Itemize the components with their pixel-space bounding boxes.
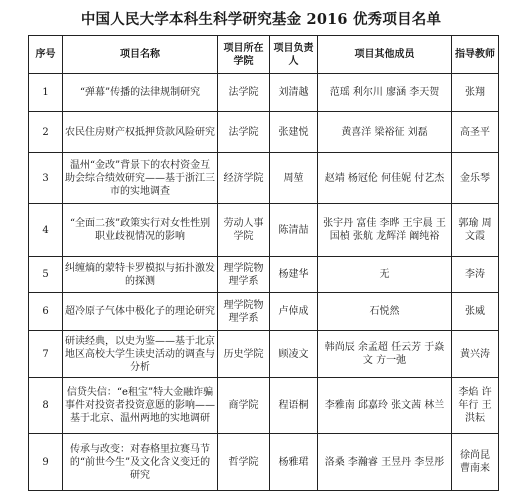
project-advisor: 郭瑜 周文霞	[452, 204, 499, 257]
project-school: 哲学院	[218, 434, 270, 491]
header-leader: 项目负责人	[270, 36, 318, 74]
project-name: “全面二孩”政策实行对女性性别职业歧视情况的影响	[63, 204, 218, 257]
project-leader: 卢倬成	[270, 293, 318, 331]
row-index: 8	[29, 378, 63, 434]
project-members: 赵靖 杨冠伦 何佳妮 付艺杰	[318, 153, 452, 204]
project-school: 法学院	[218, 74, 270, 112]
project-leader: 杨雅珺	[270, 434, 318, 491]
table-row	[29, 204, 499, 257]
project-advisor: 张翔	[452, 74, 499, 112]
row-index: 9	[29, 434, 63, 491]
project-members: 洛桑 李瀚睿 王昱丹 李昱彤	[318, 434, 452, 491]
header-index: 序号	[29, 36, 63, 74]
project-leader: 周堃	[270, 153, 318, 204]
project-members: 黄喜洋 梁裕征 刘磊	[318, 112, 452, 153]
table-row	[29, 331, 499, 378]
project-leader: 刘清越	[270, 74, 318, 112]
project-leader: 顾凌文	[270, 331, 318, 378]
page-title: 中国人民大学本科生科学研究基金 2016 优秀项目名单	[80, 11, 442, 28]
project-name: 温州“金改”背景下的农村资金互助会综合绩效研究——基于浙江三市的实地调查	[63, 153, 218, 204]
table-row	[29, 434, 499, 491]
row-index: 1	[29, 74, 63, 112]
project-advisor: 张威	[452, 293, 499, 331]
project-leader: 陈清喆	[270, 204, 318, 257]
project-advisor: 李焰 许年行 王洪耘	[452, 378, 499, 434]
project-advisor: 金乐琴	[452, 153, 499, 204]
project-name: 纠缠熵的蒙特卡罗模拟与拓扑激发的探测	[63, 257, 218, 293]
awards-table	[28, 35, 499, 491]
project-name: 农民住房财产权抵押贷款风险研究	[63, 112, 218, 153]
table-header-row	[29, 36, 499, 74]
row-index: 3	[29, 153, 63, 204]
project-members: 石悦然	[318, 293, 452, 331]
table-row	[29, 378, 499, 434]
project-advisor: 黄兴涛	[452, 331, 499, 378]
project-school: 劳动人事学院	[218, 204, 270, 257]
row-index: 4	[29, 204, 63, 257]
row-index: 6	[29, 293, 63, 331]
project-school: 历史学院	[218, 331, 270, 378]
project-school: 理学院物理学系	[218, 257, 270, 293]
project-members: 韩尚辰 余孟超 任云芳 于焱文 方一弛	[318, 331, 452, 378]
row-index: 7	[29, 331, 63, 378]
project-leader: 张建悦	[270, 112, 318, 153]
project-school: 法学院	[218, 112, 270, 153]
project-leader: 杨建华	[270, 257, 318, 293]
project-members: 张宇丹 富佳 李晔 王宇晨 王国楨 张航 龙辉洋 阚纯裕	[318, 204, 452, 257]
table-row	[29, 257, 499, 293]
project-school: 商学院	[218, 378, 270, 434]
table-row	[29, 293, 499, 331]
project-leader: 程语桐	[270, 378, 318, 434]
table-row	[29, 74, 499, 112]
project-name: “弹幕”传播的法律规制研究	[63, 74, 218, 112]
project-name: 超冷原子气体中极化子的理论研究	[63, 293, 218, 331]
project-members: 李雅南 邱嘉玲 张文茜 林兰	[318, 378, 452, 434]
header-members: 项目其他成员	[318, 36, 452, 74]
header-school: 项目所在学院	[218, 36, 270, 74]
header-name: 项目名称	[63, 36, 218, 74]
table-row	[29, 112, 499, 153]
project-advisor: 李涛	[452, 257, 499, 293]
project-name: 传承与改变：对春格里拉赛马节的“前世今生”及文化含义变迁的研究	[63, 434, 218, 491]
project-name: 信贷失信：“e租宝”特大金融诈骗事件对投资者投资意愿的影响——基于北京、温州两地的实地调研	[63, 378, 218, 434]
project-advisor: 徐尚昆 曹南来	[452, 434, 499, 491]
project-school: 经济学院	[218, 153, 270, 204]
project-school: 理学院物理学系	[218, 293, 270, 331]
row-index: 2	[29, 112, 63, 153]
project-name: 研读经典，以史为鉴——基于北京地区高校大学生读史活动的调查与分析	[63, 331, 218, 378]
row-index: 5	[29, 257, 63, 293]
project-members: 无	[318, 257, 452, 293]
table-row	[29, 153, 499, 204]
project-members: 范瑶 利尔川 廖涵 李天贺	[318, 74, 452, 112]
project-advisor: 高圣平	[452, 112, 499, 153]
header-advisor: 指导教师	[452, 36, 499, 74]
